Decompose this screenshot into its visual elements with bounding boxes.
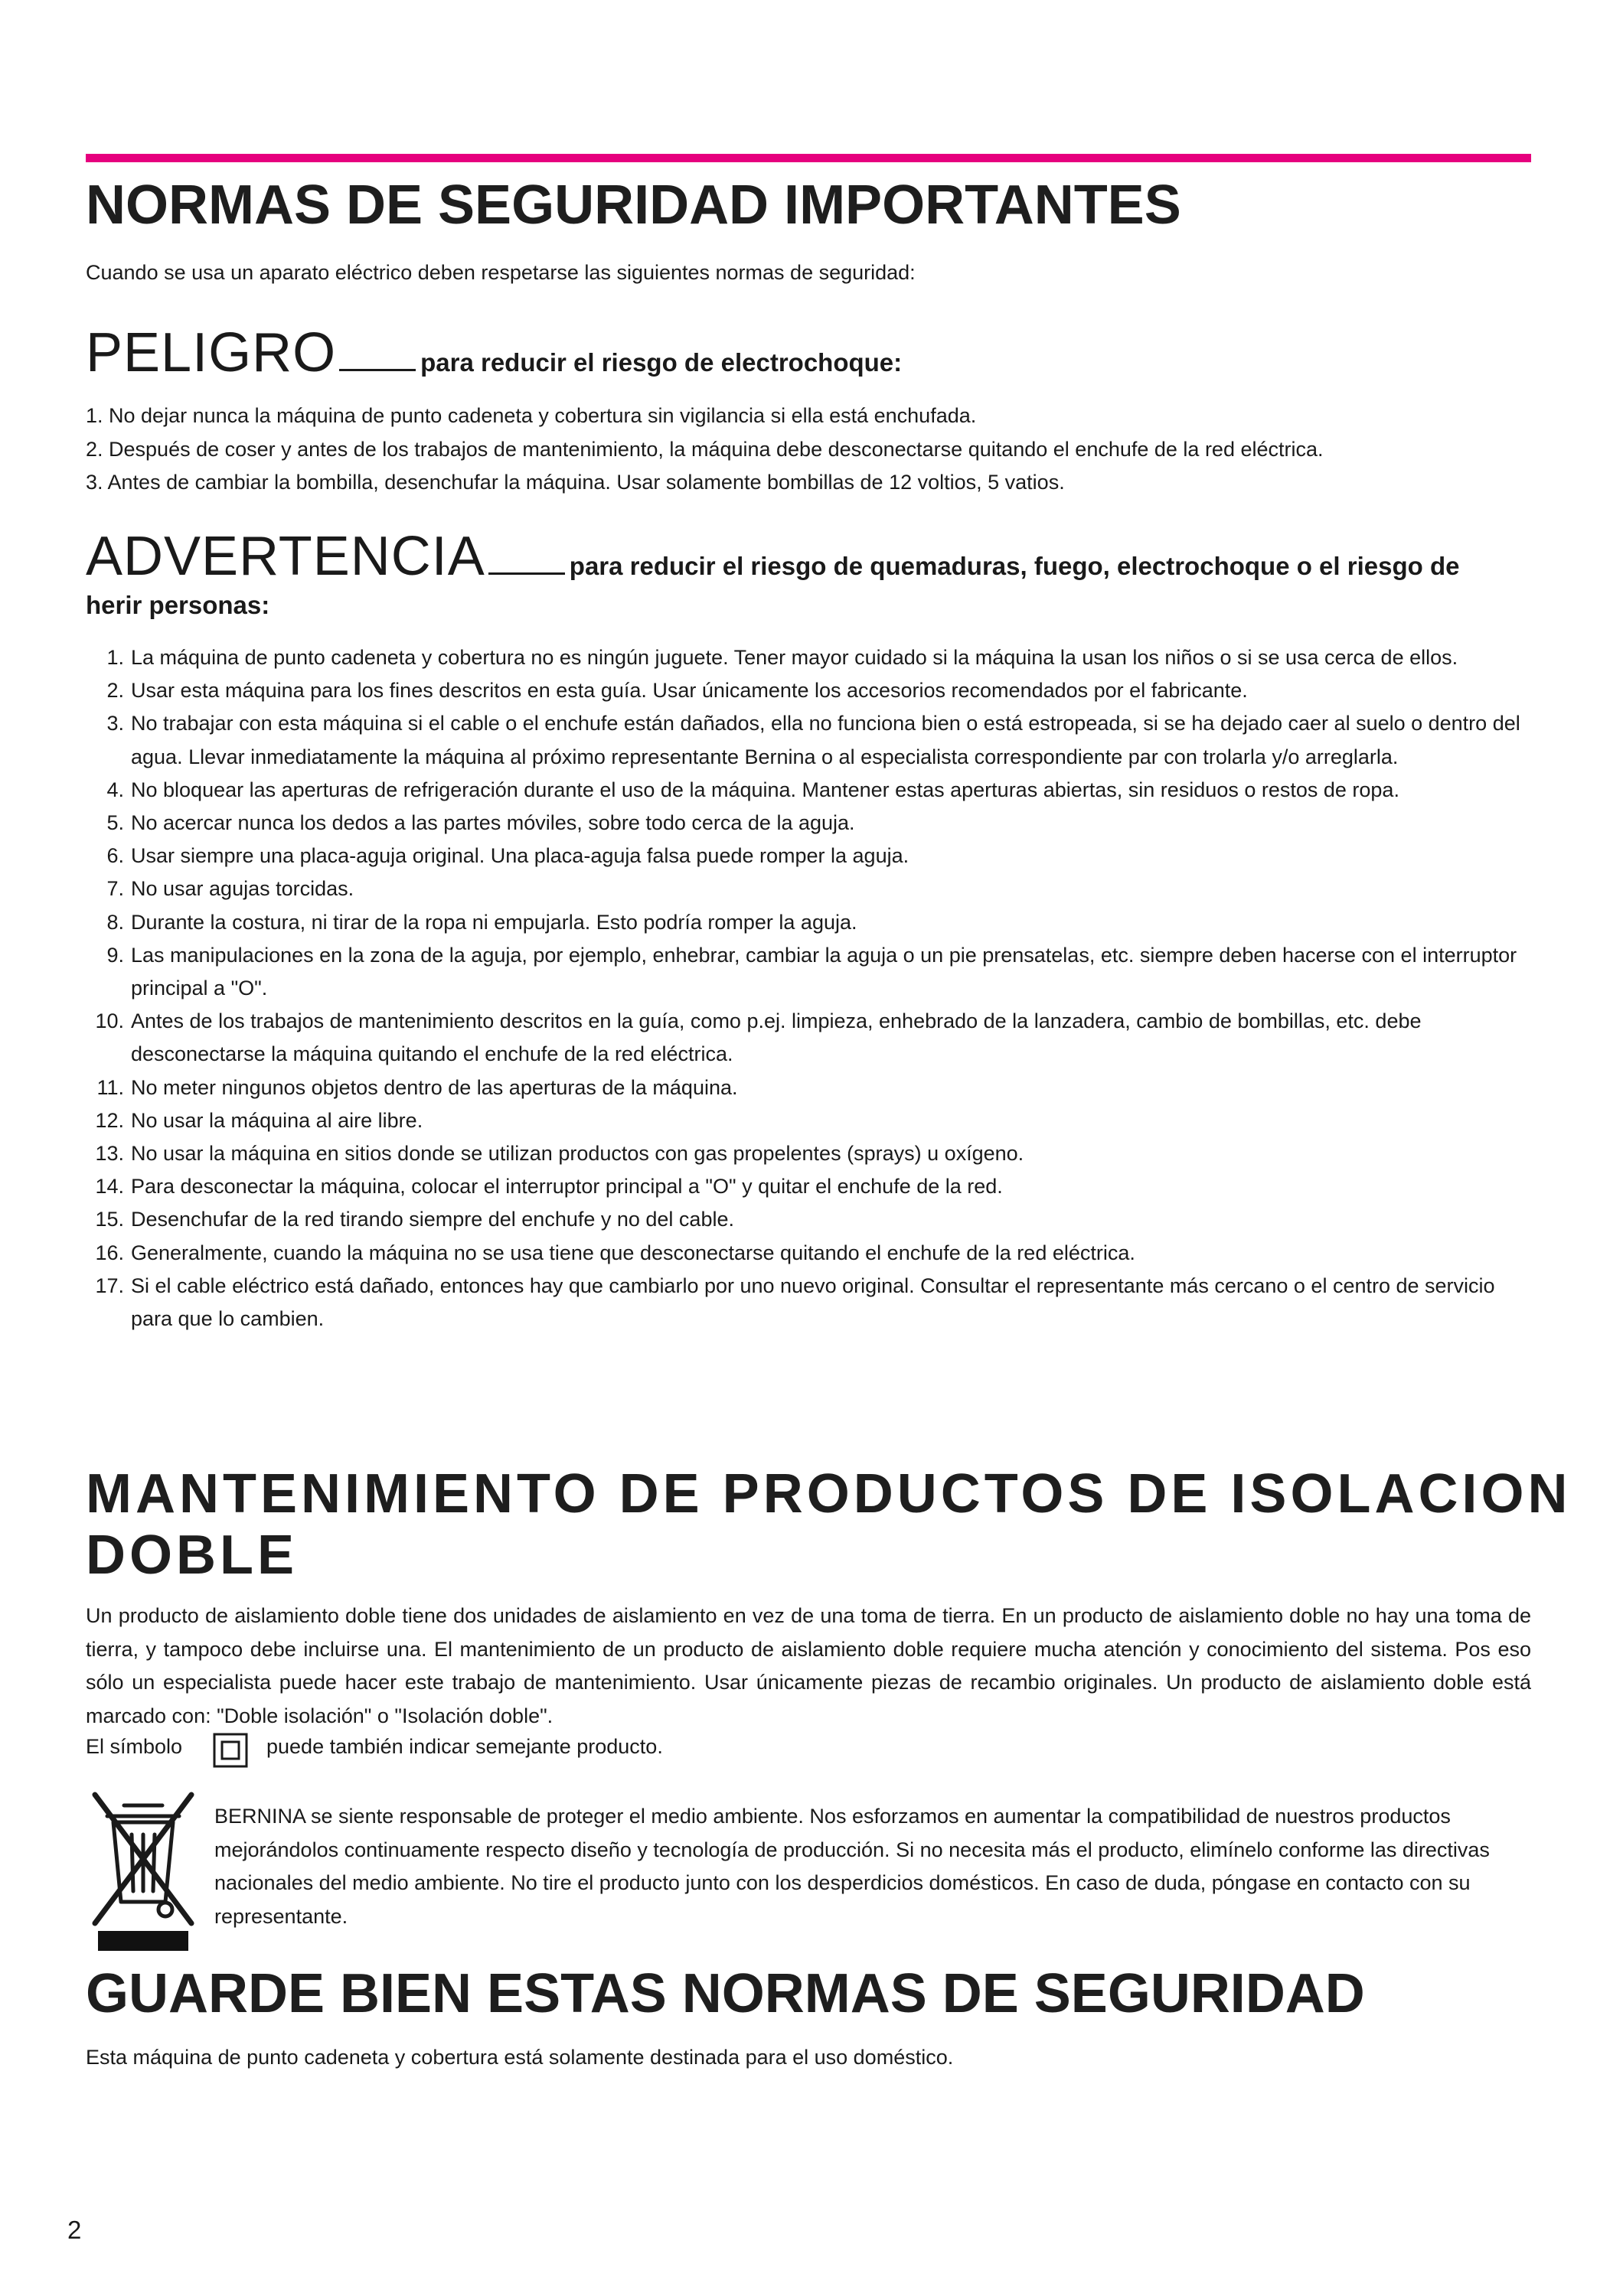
list-item-number: 9.	[106, 943, 124, 967]
list-item-number: 10.	[95, 1009, 124, 1033]
heading-underline	[488, 572, 565, 575]
list-item	[86, 807, 1531, 840]
list-item-number: 11.	[96, 1075, 124, 1099]
list-item	[86, 872, 1531, 905]
list-item	[86, 906, 1531, 939]
list-item-number: 13.	[95, 1142, 124, 1166]
list-item	[86, 1170, 1531, 1203]
list-item-number: 6.	[106, 844, 124, 868]
heading-underline	[339, 369, 416, 371]
danger-subtitle: para reducir el riesgo de electrochoque:	[420, 348, 903, 377]
environment-text: BERNINA se siente responsable de proteger el medio ambiente. Nos esforzamos en aumentar la compatibilidad de nuestros productos mejorándolos continuamente respecto diseño y tecnología de producción. Si no necesita más el producto, elimínelo conforme las directivas nacionales del medio ambiente. No tire el producto junto con los desperdicios domésticos. En caso de duda, póngase en contacto con su representante.	[214, 1805, 1490, 1928]
list-item-text: Usar siempre una placa-aguja original. Una placa-aguja falsa puede romper la aguja.	[131, 844, 909, 868]
list-item-text: Si el cable eléctrico está dañado, entonces hay que cambiarlo por uno nuevo original. Consultar el representante más cercano o el centro de servicio para que lo cambien.	[131, 1274, 1495, 1331]
page-title: NORMAS DE SEGURIDAD IMPORTANTES	[86, 174, 1181, 236]
list-item-text: No acercar nunca los dedos a las partes móviles, sobre todo cerca de la aguja.	[131, 811, 855, 835]
list-item: 2. Después de coser y antes de los trabajos de mantenimiento, la máquina debe desconectarse quitando el enchufe de la red eléctrica.	[86, 437, 1324, 461]
list-item-number: 16.	[95, 1241, 124, 1264]
maintenance-title-cont: DOBLE	[86, 1525, 298, 1586]
symbol-suffix: puede también indicar semejante producto.	[266, 1735, 663, 1758]
list-item-number: 3.	[106, 712, 124, 735]
list-item	[86, 1237, 1531, 1270]
list-item-number: 4.	[106, 778, 124, 801]
list-item-text: Para desconectar la máquina, colocar el interruptor principal a "O" y quitar el enchufe de la red.	[131, 1175, 1003, 1199]
list-item-number: 12.	[95, 1108, 124, 1132]
warning-list	[86, 641, 1531, 1336]
symbol-line	[86, 1731, 182, 1762]
list-item-text: Durante la costura, ni tirar de la ropa ni empujarla. Esto podría romper la aguja.	[131, 910, 857, 934]
list-item-text: No bloquear las aperturas de refrigeración durante el uso de la máquina. Mantener estas aperturas abiertas, sin residuos o restos de ropa.	[131, 778, 1399, 801]
list-item-text: No meter ningunos objetos dentro de las aperturas de la máquina.	[131, 1075, 738, 1099]
list-item-number: 14.	[95, 1175, 124, 1199]
list-item-number: 17.	[95, 1274, 124, 1297]
closing-text: Esta máquina de punto cadeneta y cobertura está solamente destinada para el uso doméstico.	[86, 2046, 954, 2069]
list-item	[86, 707, 1531, 773]
danger-heading	[86, 321, 902, 384]
danger-word: PELIGRO	[86, 322, 337, 383]
header-accent-rule	[86, 154, 1531, 162]
list-item-text: No trabajar con esta máquina si el cable o el enchufe están dañados, ella no funciona bien o está estropeada, si se ha dejado caer al suelo o dentro del agua. Llevar inmediatamente la máquina al próximo representante Bernina o al especialista correspondiente par con trolarla y/o arreglarla.	[131, 712, 1520, 768]
list-item	[86, 1203, 1531, 1236]
list-item	[86, 939, 1531, 1005]
warning-word: ADVERTENCIA	[86, 526, 485, 587]
list-item-text: No usar agujas torcidas.	[131, 877, 354, 901]
list-item	[86, 1104, 1531, 1137]
intro-text: Cuando se usa un aparato eléctrico deben respetarse las siguientes normas de seguridad:	[86, 261, 916, 284]
list-item: 3. Antes de cambiar la bombilla, desenchufar la máquina. Usar solamente bombillas de 12 voltios, 5 vatios.	[86, 471, 1065, 494]
symbol-prefix: El símbolo	[86, 1735, 183, 1758]
list-item-number: 5.	[106, 811, 124, 835]
danger-list	[86, 400, 1531, 500]
list-item-number: 7.	[106, 877, 124, 901]
list-item: 1. No dejar nunca la máquina de punto cadeneta y cobertura sin vigilancia si ella está enchufada.	[86, 404, 977, 427]
double-insulation-icon	[211, 1731, 250, 1769]
list-item	[86, 840, 1531, 872]
warning-subtitle-cont: herir personas:	[86, 591, 270, 619]
maintenance-title: MANTENIMIENTO DE PRODUCTOS DE ISOLACION	[86, 1463, 1572, 1525]
list-item-text: La máquina de punto cadeneta y cobertura no es ningún juguete. Tener mayor cuidado si la máquina la usan los niños o si se usa cerca de ellos.	[131, 646, 1458, 669]
crossed-out-wheelie-bin-icon	[86, 1787, 201, 1955]
list-item-text: Antes de los trabajos de mantenimiento descritos en la guía, como p.ej. limpieza, enhebrado de la lanzadera, cambio de bombillas, etc. debe desconectarse la máquina quitando el enchufe de la red eléctrica.	[131, 1009, 1422, 1066]
list-item-text: No usar la máquina al aire libre.	[131, 1108, 423, 1132]
list-item	[86, 1137, 1531, 1170]
list-item	[86, 674, 1531, 707]
list-item	[86, 1005, 1531, 1071]
page-number: 2	[67, 2216, 82, 2244]
list-item-text: Las manipulaciones en la zona de la aguja, por ejemplo, enhebrar, cambiar la aguja o un pie prensatelas, etc. siempre deben hacerse con el interruptor principal a "O".	[131, 943, 1517, 1000]
list-item-text: Generalmente, cuando la máquina no se usa tiene que desconectarse quitando el enchufe de la red eléctrica.	[131, 1241, 1135, 1264]
warning-subtitle: para reducir el riesgo de quemaduras, fuego, electrochoque o el riesgo de	[569, 552, 1460, 580]
warning-heading	[86, 525, 1459, 588]
list-item-number: 2.	[106, 679, 124, 703]
list-item	[86, 641, 1531, 674]
list-item	[86, 774, 1531, 807]
list-item-text: Usar esta máquina para los fines descritos en esta guía. Usar únicamente los accesorios recomendados por el fabricante.	[131, 679, 1248, 703]
list-item-number: 1.	[106, 646, 124, 669]
list-item	[86, 1270, 1531, 1336]
closing-title: GUARDE BIEN ESTAS NORMAS DE SEGURIDAD	[86, 1963, 1365, 2024]
maintenance-paragraph: Un producto de aislamiento doble tiene dos unidades de aislamiento en vez de una toma de tierra. En un producto de aislamiento doble no hay una toma de tierra, y tampoco debe incluirse una. El mantenimiento de un producto de aislamiento doble requiere mucha atención y conocimiento del sistema. Pos eso sólo un especialista puede hacer este trabajo de mantenimiento. Usar únicamente piezas de recambio originales. Un producto de aislamiento doble está marcado con: "Doble isolación" o "Isolación doble".	[86, 1604, 1531, 1727]
list-item	[86, 1071, 1531, 1104]
list-item-text: No usar la máquina en sitios donde se utilizan productos con gas propelentes (sprays) u oxígeno.	[131, 1142, 1024, 1166]
list-item-number: 15.	[95, 1208, 124, 1231]
list-item-text: Desenchufar de la red tirando siempre del enchufe y no del cable.	[131, 1208, 734, 1231]
list-item-number: 8.	[106, 910, 124, 934]
